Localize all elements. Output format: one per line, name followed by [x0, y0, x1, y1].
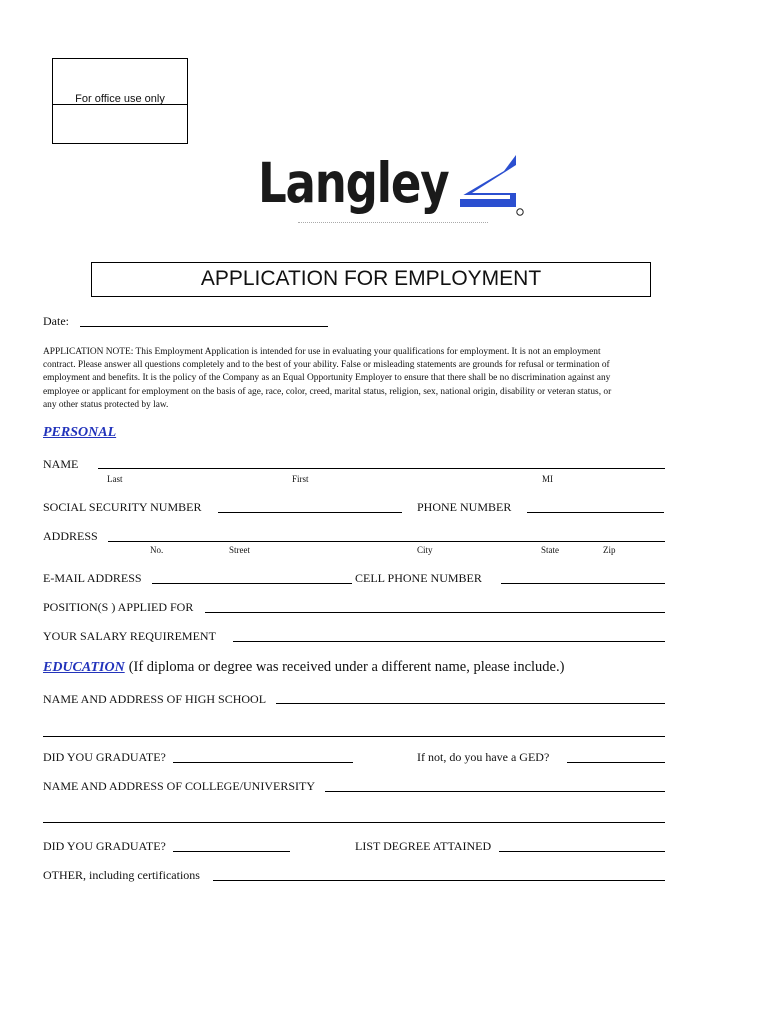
name-mi-caption: MI: [542, 474, 553, 484]
address-label: ADDRESS: [43, 529, 98, 543]
ssn-field[interactable]: [218, 512, 402, 513]
name-last-caption: Last: [107, 474, 123, 484]
education-heading-row: [43, 658, 564, 676]
name-label: NAME: [43, 457, 79, 471]
college-field-2[interactable]: [43, 822, 665, 823]
ged-field[interactable]: [567, 762, 665, 763]
graduate-label: DID YOU GRADUATE?: [43, 750, 166, 764]
email-field[interactable]: [152, 583, 352, 584]
salary-label: YOUR SALARY REQUIREMENT: [43, 629, 216, 643]
application-note: APPLICATION NOTE: This Employment Application is intended for use in evaluating your qualifications for employment. It is not an employment contract. Please answer all questions completely and to the best of your ability. False or misleading statements are grounds for refusal or termination of employment and benefits. It is the policy of the Company as an Equal Opportunity Employer to ensure that there shall be no discrimination against any employee or applicant for employment on the basis of age, race, color, creed, marital status, religion, sex, national origin, disability or veteran status, or any other status protected by law.: [43, 347, 612, 410]
logo-tagline-dots: [298, 219, 488, 223]
ged-label: If not, do you have a GED?: [417, 750, 550, 764]
date-field[interactable]: [80, 326, 328, 327]
other-label: OTHER, including certifications: [43, 868, 200, 882]
education-note: (If diploma or degree was received under a different name, please include.): [128, 659, 565, 675]
name-field[interactable]: [98, 468, 665, 469]
high-school-field[interactable]: [276, 703, 665, 704]
position-field[interactable]: [205, 612, 665, 613]
graduate2-field[interactable]: [173, 851, 290, 852]
address-zip-caption: Zip: [603, 545, 616, 555]
address-field[interactable]: [108, 541, 665, 542]
address-city-caption: City: [417, 545, 433, 555]
high-school-label: NAME AND ADDRESS OF HIGH SCHOOL: [43, 692, 267, 706]
phone-field[interactable]: [527, 512, 664, 513]
position-label: POSITION(S ) APPLIED FOR: [43, 600, 194, 614]
page-title: APPLICATION FOR EMPLOYMENT: [91, 262, 651, 297]
office-use-label: For office use only: [75, 93, 165, 105]
graduate2-label: DID YOU GRADUATE?: [43, 839, 166, 853]
office-use-box: [52, 58, 188, 144]
name-first-caption: First: [292, 474, 309, 484]
address-street-caption: Street: [229, 545, 250, 555]
cell-field[interactable]: [501, 583, 665, 584]
salary-field[interactable]: [233, 641, 665, 642]
ssn-label: SOCIAL SECURITY NUMBER: [43, 500, 202, 514]
other-field[interactable]: [213, 880, 665, 881]
college-label: NAME AND ADDRESS OF COLLEGE/UNIVERSITY: [43, 779, 316, 793]
graduate-field[interactable]: [173, 762, 353, 763]
cell-label: CELL PHONE NUMBER: [355, 571, 482, 585]
address-state-caption: State: [541, 545, 559, 555]
logo-arrow-icon: [454, 155, 524, 217]
personal-heading: PERSONAL: [43, 425, 117, 440]
company-logo: [258, 151, 522, 223]
date-label: Date:: [43, 314, 69, 328]
logo-wordmark: Langley: [258, 151, 449, 215]
degree-field[interactable]: [499, 851, 665, 852]
high-school-field-2[interactable]: [43, 736, 665, 737]
education-heading: EDUCATION: [43, 660, 125, 675]
degree-label: LIST DEGREE ATTAINED: [355, 839, 492, 853]
address-no-caption: No.: [150, 545, 164, 555]
college-field[interactable]: [325, 791, 665, 792]
email-label: E-MAIL ADDRESS: [43, 571, 142, 585]
phone-label: PHONE NUMBER: [417, 500, 512, 514]
